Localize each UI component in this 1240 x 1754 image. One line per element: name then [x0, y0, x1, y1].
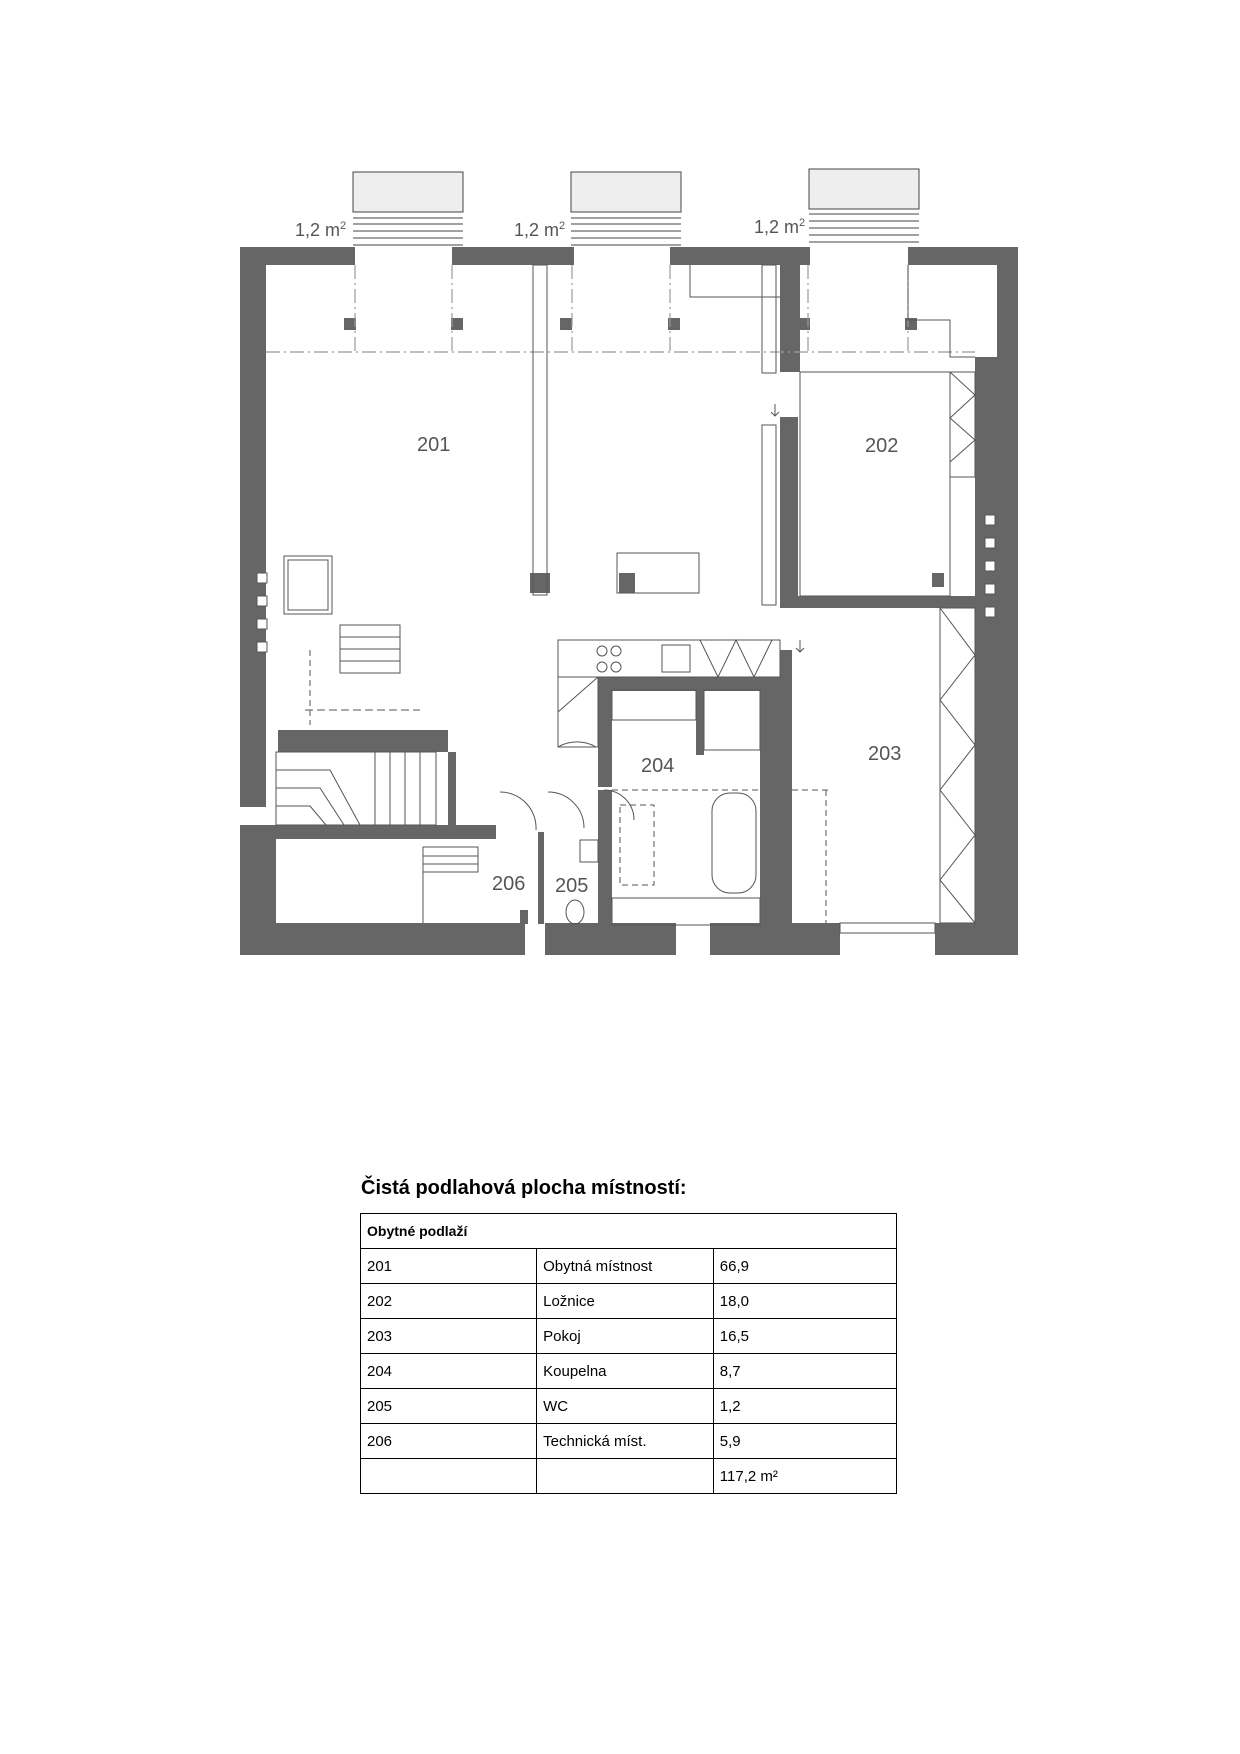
total-name-cell [537, 1459, 714, 1494]
total-area-cell: 117,2 m² [713, 1459, 896, 1494]
room-area-cell: 18,0 [713, 1284, 896, 1319]
table-row [361, 1249, 897, 1284]
room-area-cell: 5,9 [713, 1424, 896, 1459]
room-number-cell: 205 [361, 1389, 537, 1424]
balcony-3 [809, 169, 919, 242]
area-table [360, 1213, 897, 1494]
table-row [361, 1424, 897, 1459]
room-name-cell: Ložnice [537, 1284, 714, 1319]
room-number-cell: 201 [361, 1249, 537, 1284]
table-row [361, 1284, 897, 1319]
total-number-cell [361, 1459, 537, 1494]
room-name-cell: Koupelna [537, 1354, 714, 1389]
room-name-cell: Obytná místnost [537, 1249, 714, 1284]
table-row [361, 1354, 897, 1389]
room-number-204: 204 [641, 755, 675, 777]
room-area-cell: 66,9 [713, 1249, 896, 1284]
room-number-cell: 204 [361, 1354, 537, 1389]
balcony-2 [571, 172, 681, 245]
balcony-area-label-3: 1,2 $m^2$ [754, 217, 806, 237]
room-number-201: 201 [417, 434, 451, 456]
table-row [361, 1319, 897, 1354]
area-table-header-row [361, 1214, 897, 1249]
room-number-206: 206 [492, 873, 526, 895]
room-number-202: 202 [865, 435, 899, 457]
room-number-cell: 206 [361, 1424, 537, 1459]
room-area-cell: 8,7 [713, 1354, 896, 1389]
balcony-1 [353, 172, 463, 245]
room-name-cell: Pokoj [537, 1319, 714, 1354]
balcony-group [353, 169, 919, 245]
area-table-total-row [361, 1459, 897, 1494]
balcony-area-label-2: 1,2 $m^2$ [514, 220, 566, 240]
table-row [361, 1389, 897, 1424]
beam-lines [266, 265, 975, 352]
room-area-cell: 1,2 [713, 1389, 896, 1424]
room-number-205: 205 [555, 875, 589, 897]
area-table-section-header: Obytné podlaží [361, 1214, 897, 1249]
room-name-cell: Technická míst. [537, 1424, 714, 1459]
balcony-area-label-1: 1,2 $m^2$ [295, 220, 347, 240]
walls [240, 247, 1018, 955]
room-name-cell: WC [537, 1389, 714, 1424]
room-number-cell: 203 [361, 1319, 537, 1354]
room-number-203: 203 [868, 743, 902, 765]
area-table-title: Čistá podlahová plocha místností: [361, 1177, 687, 1199]
room-number-cell: 202 [361, 1284, 537, 1319]
room-area-cell: 16,5 [713, 1319, 896, 1354]
